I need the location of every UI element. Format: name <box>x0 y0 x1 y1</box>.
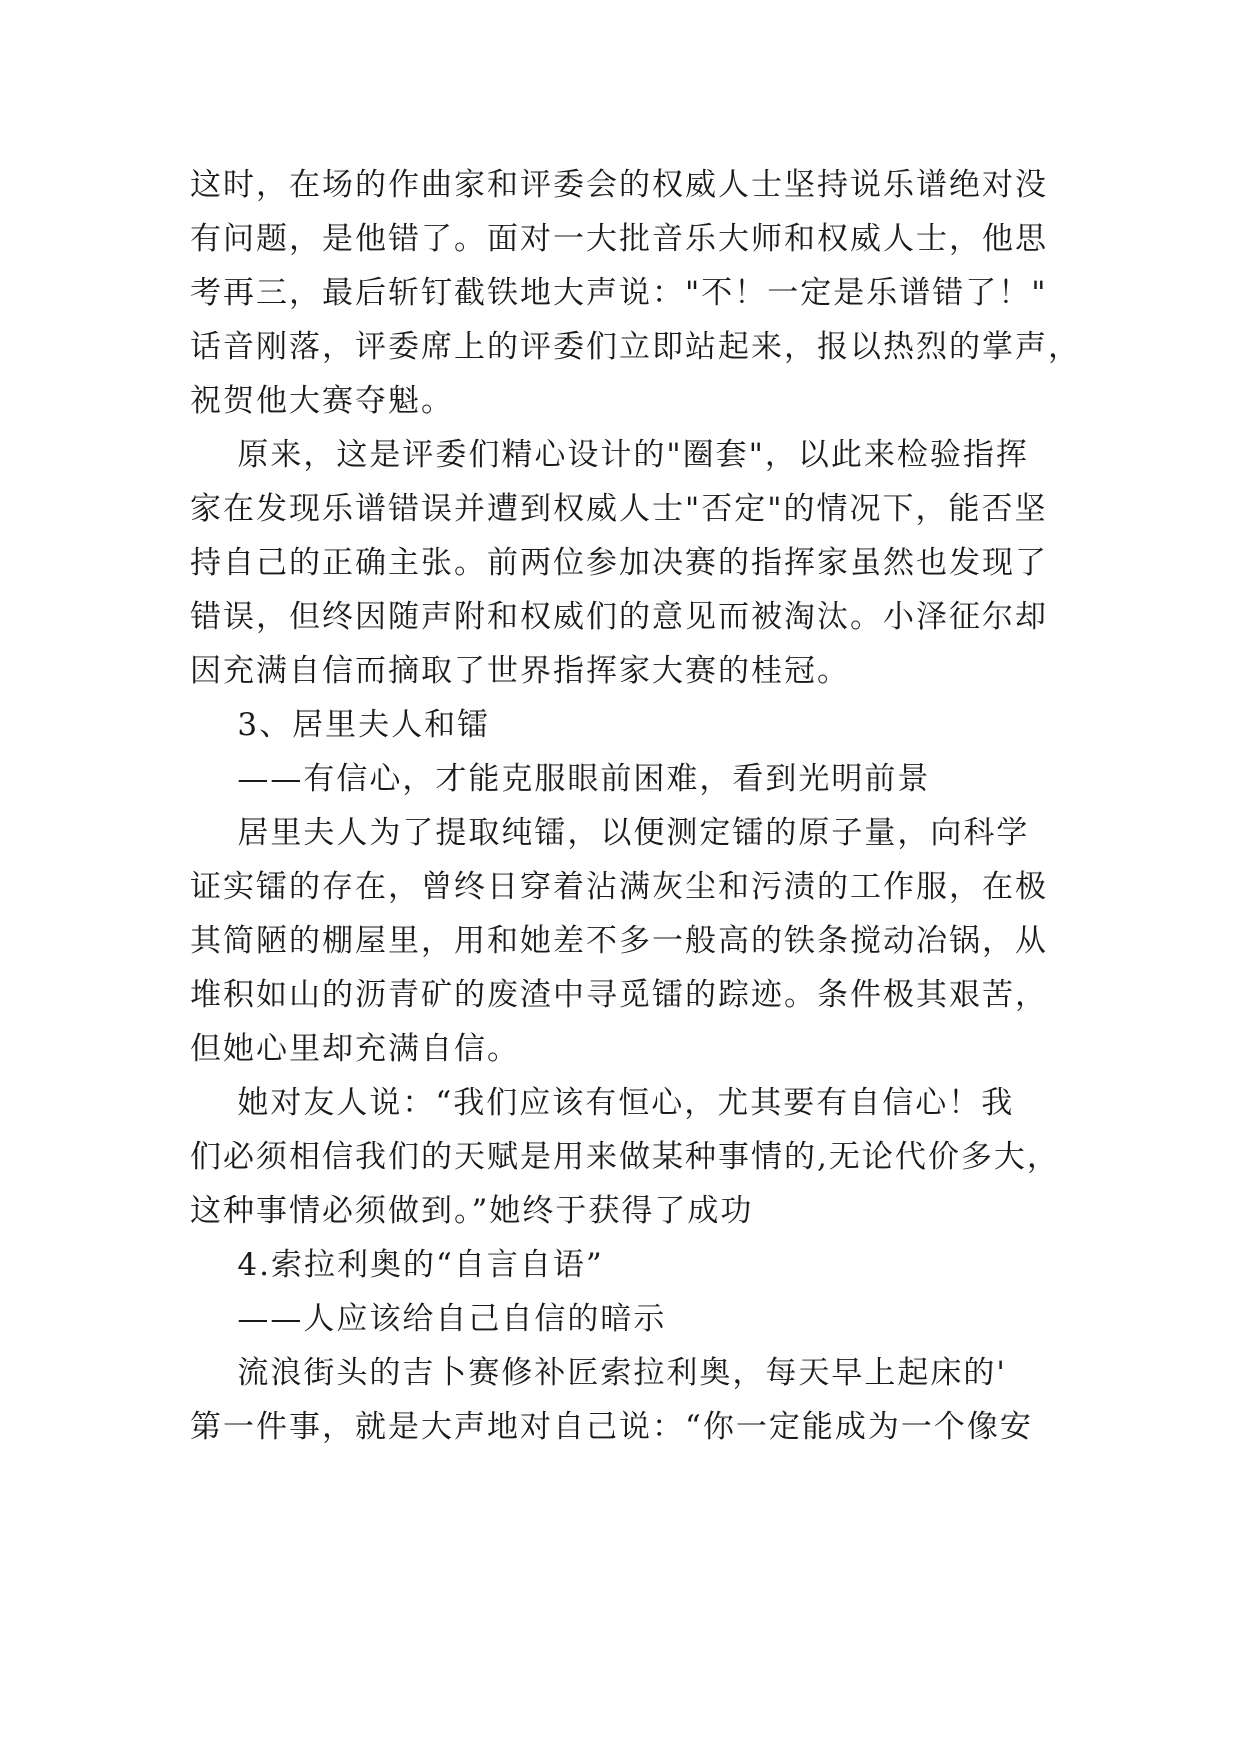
text-line: 家在发现乐谱错误并遭到权威人士"否定"的情况下，能否坚 <box>190 491 1048 527</box>
section-subheading: ——人应该给自己自信的暗示 <box>190 1301 667 1337</box>
section-heading: 3、居里夫人和镭 <box>190 707 491 743</box>
text-line: 这时，在场的作曲家和评委会的权威人士坚持说乐谱绝对没 <box>190 167 1048 203</box>
text-line: 她对友人说：“我们应该有恒心，尤其要有自信心！我 <box>190 1085 1015 1121</box>
text-line: 话音刚落，评委席上的评委们立即站起来，报以热烈的掌声， <box>190 329 1081 365</box>
document-body <box>190 158 1081 1454</box>
text-line: 持自己的正确主张。前两位参加决赛的指挥家虽然也发现了 <box>190 545 1048 581</box>
text-line: 但她心里却充满自信。 <box>190 1031 520 1067</box>
text-line: 祝贺他大赛夺魁。 <box>190 383 454 419</box>
section-heading: 4.索拉利奥的“自言自语” <box>190 1247 604 1283</box>
section-subheading: ——有信心，才能克服眼前困难，看到光明前景 <box>190 761 931 797</box>
text-line: 居里夫人为了提取纯镭，以便测定镭的原子量，向科学 <box>190 815 1030 851</box>
text-line: 考再三，最后斩钉截铁地大声说："不！一定是乐谱错了！" <box>190 275 1048 311</box>
text-line: 流浪街头的吉卜赛修补匠索拉利奥，每天早上起床的' <box>190 1355 1007 1391</box>
text-line: 们必须相信我们的天赋是用来做某种事情的,无论代价多大， <box>190 1139 1060 1175</box>
text-line: 因充满自信而摘取了世界指挥家大赛的桂冠。 <box>190 653 850 689</box>
text-line: 这种事情必须做到。”她终于获得了成功 <box>190 1193 754 1229</box>
text-line: 其简陋的棚屋里，用和她差不多一般高的铁条搅动冶锅，从 <box>190 923 1048 959</box>
text-line: 原来，这是评委们精心设计的"圈套"，以此来检验指挥 <box>190 437 1029 473</box>
text-line: 错误，但终因随声附和权威们的意见而被淘汰。小泽征尔却 <box>190 599 1048 635</box>
text-line: 证实镭的存在，曾终日穿着沾满灰尘和污渍的工作服，在极 <box>190 869 1048 905</box>
text-line: 堆积如山的沥青矿的废渣中寻觅镭的踪迹。条件极其艰苦， <box>190 977 1048 1013</box>
text-line: 有问题，是他错了。面对一大批音乐大师和权威人士，他思 <box>190 221 1048 257</box>
text-line: 第一件事，就是大声地对自己说：“你一定能成为一个像安 <box>190 1409 1033 1445</box>
